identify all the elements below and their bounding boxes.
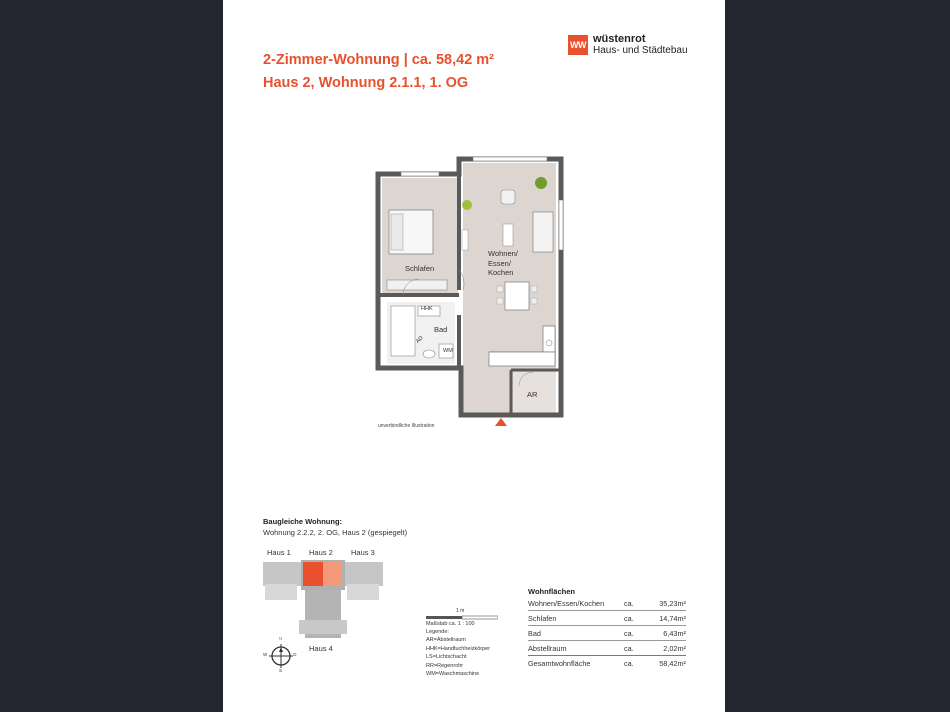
room-label-wohnen-line1: Wohnen/	[488, 249, 518, 258]
scale-bar-label: 1 m	[456, 608, 465, 614]
site-label-haus1: Haus 1	[267, 548, 291, 557]
row-value: 35,23m²	[646, 596, 686, 611]
row-ca: ca.	[624, 641, 646, 656]
illustration-note: unverbindliche Illustration	[378, 423, 435, 429]
dining-table	[505, 282, 529, 310]
wohnflaechen-heading: Wohnflächen	[528, 587, 575, 596]
baugleich-heading: Baugleiche Wohnung:	[263, 517, 343, 526]
row-ca: ca.	[624, 611, 646, 626]
row-name: Schlafen	[528, 611, 624, 626]
legend-item: WM=Waschmaschine	[426, 671, 480, 677]
plant	[462, 200, 472, 210]
row-value: 6,43m²	[646, 626, 686, 641]
row-name: Abstellraum	[528, 641, 624, 656]
site-plan	[261, 558, 385, 640]
compass-s: S	[279, 668, 283, 673]
legend-item: AR=Abstellraum	[426, 637, 466, 643]
brand-logo-mark: WW	[568, 35, 588, 55]
room-label-bad: Bad	[434, 325, 448, 334]
site-label-haus2: Haus 2	[309, 548, 333, 557]
shower	[391, 306, 415, 356]
room-label-wohnen	[488, 249, 518, 278]
legend-item: RR=Regenrohr	[426, 662, 464, 669]
baugleich-text: Wohnung 2.2.2, 2. OG, Haus 2 (gespiegelt)	[263, 528, 408, 537]
row-name: Gesamtwohnfläche	[528, 659, 591, 668]
haus3-block	[345, 562, 383, 586]
toilet	[423, 350, 435, 358]
table-row	[528, 611, 686, 626]
table-row	[528, 626, 686, 641]
legend-item: LS=Lichtschacht	[426, 654, 467, 660]
fixture-label-ad: AD	[414, 335, 425, 345]
legend-list	[426, 636, 490, 679]
wohnflaechen-table	[528, 596, 686, 670]
fixture-label-hhk: HHK	[421, 306, 433, 312]
plant-2	[535, 177, 547, 189]
wardrobe	[387, 280, 447, 290]
row-name: Wohnen/Essen/Kochen	[528, 596, 624, 611]
table-row-total	[528, 656, 686, 671]
site-label-haus4: Haus 4	[309, 644, 333, 653]
room-label-wohnen-line3: Kochen	[488, 268, 514, 277]
row-value: 58,42m²	[659, 659, 686, 668]
row-value: 14,74m²	[646, 611, 686, 626]
entrance-arrow	[495, 418, 507, 426]
table-row	[528, 596, 686, 611]
expose-sheet	[223, 0, 725, 712]
site-label-haus3: Haus 3	[351, 548, 375, 557]
room-label-wohnen-line2: Essen/	[488, 258, 511, 268]
sofa	[533, 212, 553, 252]
legend-item: HHK=Handtuchheizkörper	[426, 645, 491, 652]
page-title: 2-Zimmer-Wohnung | ca. 58,42 m²	[263, 52, 495, 68]
haus2-unit-mirrored	[323, 562, 341, 586]
room-label-ar: AR	[527, 390, 538, 399]
haus1-block	[263, 562, 301, 586]
legend-heading: Legende:	[426, 629, 449, 635]
compass-w: W	[263, 652, 268, 657]
compass-n: N	[279, 636, 283, 641]
scale-text: Maßstab ca. 1 : 100	[426, 621, 475, 627]
room-label-schlafen: Schlafen	[405, 264, 435, 273]
row-ca: ca.	[624, 596, 646, 611]
row-ca: ca.	[624, 659, 634, 668]
compass-o: O	[293, 652, 297, 657]
row-name: Bad	[528, 626, 624, 641]
floor-plan	[373, 150, 573, 430]
fixture-label-wm: WM	[443, 348, 453, 354]
row-ca: ca.	[624, 626, 646, 641]
page-subtitle: Haus 2, Wohnung 2.1.1, 1. OG	[263, 75, 469, 91]
brand-subtitle: Haus- und Städtebau	[593, 45, 688, 56]
brand-name: wüstenrot	[593, 33, 646, 45]
table-row	[528, 641, 686, 656]
row-value: 2,02m²	[646, 641, 686, 656]
haus2-unit-highlight	[303, 562, 323, 586]
